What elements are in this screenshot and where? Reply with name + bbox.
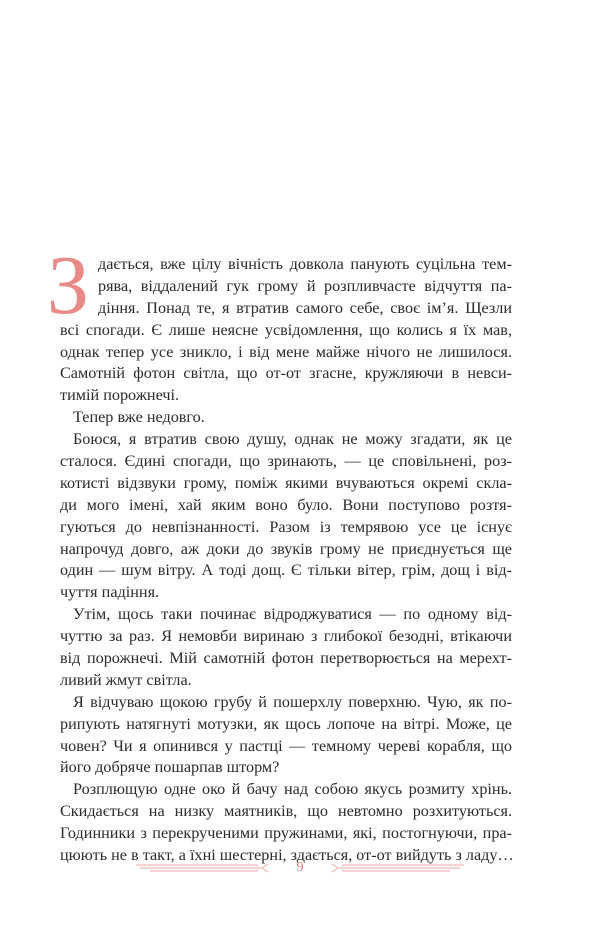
text-line: чуттю за раз. Я немовби виринаю з глибокої безодні, втікаючи [60, 627, 512, 646]
paragraph [60, 604, 512, 692]
text-line: діння. Понад те, я втратив самого себе, своє ім’я. Щезли [98, 298, 512, 317]
text-line: Я відчуваю щокою грубу й пошерхлу поверхню. Чую, як по- [73, 692, 512, 711]
text-line: ливий жмут світла. [60, 670, 192, 689]
text-line: Боюся, я втратив свою душу, однак не можу згадати, як це [73, 430, 512, 449]
paragraph [60, 779, 512, 867]
body-text [60, 254, 512, 867]
text-line: його добряче пошарпав шторм? [60, 758, 280, 777]
text-line: один — шум вітру. А тоді дощ. Є тільки вітер, грім, дощ і від- [60, 561, 512, 580]
text-line: гуються до невпізнанності. Разом із темрявою усе це існує [60, 517, 512, 536]
text-line: дається, вже цілу вічність довкола панують суцільна тем- [98, 255, 512, 273]
paragraph [60, 254, 512, 407]
paragraph [60, 692, 512, 780]
paragraph [60, 407, 512, 429]
text-line: чуття падіння. [60, 583, 160, 602]
text-line: Скидається на низку маятників, що невтомно розхитуються. [60, 802, 512, 821]
text-line: човен? Чи я опинився у пастці — темному череві корабля, що [60, 736, 512, 755]
text-line: Утім, щось таки починає відроджуватися — по одному від- [73, 605, 512, 624]
text-line: котисті відзвуки грому, поміж якими вчуваються окремі скла- [60, 473, 512, 492]
drop-cap: З [47, 239, 90, 332]
text-line: тимій порожнечі. [60, 386, 180, 405]
page-number: 9 [296, 860, 304, 875]
text-line: Тепер вже недовго. [73, 408, 205, 427]
text-line: рипують натягнуті мотузки, як щось лопоче на вітрі. Може, це [60, 714, 512, 733]
text-line: однак тепер усе зникло, і від мене майже нічого не лишилося. [60, 342, 512, 361]
text-line: Розплющую одне око й бачу над собою якусь розмиту хрінь. [73, 780, 512, 799]
text-line: напрочуд довго, аж доки до звуків грому не приєднується ще [60, 539, 512, 558]
paragraph [60, 429, 512, 604]
text-line: від порожнечі. Мій самотній фотон перетворюється на мерехт- [60, 649, 512, 668]
page-footer [0, 858, 600, 878]
text-line: цюють не в такт, а їхні шестерні, здається, от-от вийдуть з ладу… [60, 846, 514, 865]
text-line: Самотній фотон світла, що от-от згасне, кружляючи в невси- [60, 364, 512, 383]
text-line: сталося. Єдині спогади, що зринають, — це сповільнені, роз- [60, 452, 512, 471]
text-line: всі спогади. Є лише неясне усвідомлення, що колись я їх мав, [60, 320, 512, 339]
text-line: Годинники з перекрученими пружинами, які, постогнуючи, пра- [60, 824, 512, 843]
text-line: рява, віддалений гук грому й розпливчасте відчуття па- [98, 276, 512, 295]
text-line: ди мого імені, хай яким воно було. Вони поступово розтя- [60, 495, 512, 514]
